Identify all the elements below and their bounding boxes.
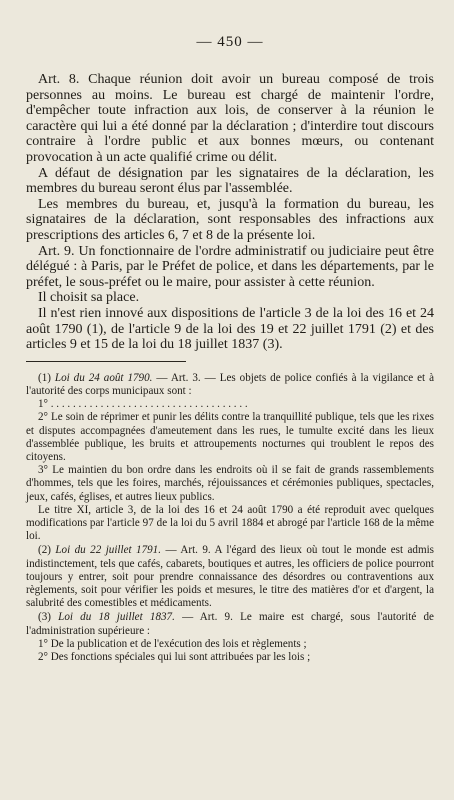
footnote-divider xyxy=(26,361,186,362)
page-number: — 450 — xyxy=(196,34,264,50)
footnotes xyxy=(26,372,434,664)
footnote-1-item-2: 2° Le soin de réprimer et punir les délits contre la tranquillité publique, tels que les rixes et disputes accompagnées d'ameutement dans les rues, le tumulte excité dans les lieux d'assemblée publique, les bruits et attroupements nocturnes qui troublent le repos des citoyens. xyxy=(26,411,434,463)
paragraph-bureau-responsibility: Les membres du bureau, et, jusqu'à la formation du bureau, les signataires de la déclaration, sont responsables des infractions aux prescriptions des articles 6, 7 et 8 de la présente loi. xyxy=(26,196,434,243)
footnote-1-law: Loi du 24 août 1790. xyxy=(54,371,153,384)
footnote-1-note: Le titre XI, article 3, de la loi des 16 et 24 août 1790 a été reproduit avec quelques modifications par l'article 97 de la loi du 5 avril 1884 et abrogé par l'article 168 de la même loi. xyxy=(26,503,434,543)
footnote-2-text: — Art. 9. A l'égard des lieux où tout le monde est admis indistinctement, tels que cafés, cabarets, boutiques et autres, les officiers de police pourront toujours y entrer, soit pour prendre connaissance des désordres ou contraventions aux règlements, soit pour vérifier les poids et mesures, le titre des matières d'or et d'argent, la salubrité des comestibles et médicaments. xyxy=(26,544,434,610)
footnote-2-number: (2) xyxy=(38,544,56,557)
footnote-3-law: Loi du 18 juillet 1837. xyxy=(58,611,175,624)
paragraph-no-innovation: Il n'est rien innové aux dispositions de l'article 3 de la loi des 16 et 24 août 1790 (1), de l'article 9 de la loi des 19 et 22 juillet 1791 (2) et des articles 9 et 15 de la loi du 18 juillet 1837 (3). xyxy=(26,305,434,353)
footnote-3-item-1: 1° De la publication et de l'exécution des lois et règlements ; xyxy=(38,637,307,650)
footnote-1 xyxy=(26,372,434,398)
footnote-1-number: (1) xyxy=(38,371,55,384)
footnote-1-text: — Art. 3. — Les objets de police confiés à la vigilance et à l'autorité des corps municipaux sont : xyxy=(26,371,435,397)
footnote-1-item-3: 3° Le maintien du bon ordre dans les endroits où il se fait de grands rassemblements d'hommes, tels que les foires, marchés, réjouissances et cérémonies publiques, spectacles, jeux, cafés, églises, et autres lieux publics. xyxy=(26,464,434,503)
footnote-2-law: Loi du 22 juillet 1791. xyxy=(55,544,161,557)
footnote-3-item-2: 2° Des fonctions spéciales qui lui sont attribuées par les lois ; xyxy=(38,650,311,663)
main-text xyxy=(26,72,434,353)
footnote-2 xyxy=(26,544,434,610)
footnote-3 xyxy=(26,611,434,637)
paragraph-default-designation: A défaut de désignation par les signataires de la déclaration, les membres du bureau seront élus par l'assemblée. xyxy=(26,165,434,197)
paragraph-art-9: Art. 9. Un fonctionnaire de l'ordre administratif ou judiciaire peut être délégué : à Paris, par le Préfet de police, et dans les départements, par le préfet, le sous-préfet ou le maire, pour assister à cette réunion. xyxy=(26,243,434,290)
paragraph-place: Il choisit sa place. xyxy=(38,290,140,306)
footnote-3-number: (3) xyxy=(38,611,59,624)
paragraph-art-8: Art. 8. Chaque réunion doit avoir un bureau composé de trois personnes au moins. Le bureau est chargé de maintenir l'ordre, d'empêcher toute infraction aux lois, de conserver à la réunion le caractère qui lui a été donné par la déclaration ; d'interdire tout discours contraire à l'ordre public et aux bonnes mœurs, ou contenant provocation à un acte qualifié crime ou délit. xyxy=(26,72,434,165)
footnote-3-text: — Art. 9. Le maire est chargé, sous l'autorité de l'administration supérieure : xyxy=(26,611,434,637)
footnote-1-item-1: 1° . . . . . . . . . . . . . . . . . . . . . . . . . . . . . . . . . . . . xyxy=(38,398,248,411)
